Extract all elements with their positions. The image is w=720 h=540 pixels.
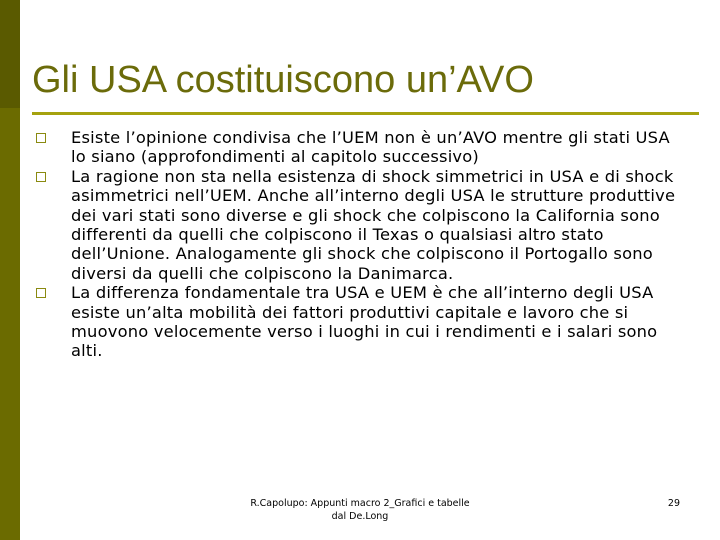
bullet-text-3: La differenza fondamentale tra USA e UEM è che all’interno degli USA esiste un’alta mobilità dei fattori produttivi capitale e lavoro che si muovono velocemente verso i luoghi in cui i rendimenti e i salari sono alti. bbox=[71, 283, 658, 361]
bullet-text-1: Esiste l’opinione condivisa che l’UEM non è un’AVO mentre gli stati USA lo siano (approfondimenti al capitolo successivo) bbox=[71, 128, 670, 167]
left-accent-bar-top bbox=[0, 0, 20, 108]
hollow-square-bullet-icon bbox=[36, 172, 46, 182]
hollow-square-bullet-icon bbox=[36, 288, 46, 298]
bullet-item-1 bbox=[34, 128, 684, 167]
bullet-list bbox=[34, 128, 684, 361]
title-underline-divider bbox=[32, 112, 699, 115]
footer-source-text: R.Capolupo: Appunti macro 2_Grafici e tabelle dal De.Long bbox=[250, 498, 470, 522]
hollow-square-bullet-icon bbox=[36, 133, 46, 143]
page-number: 29 bbox=[667, 498, 680, 509]
bullet-item-3 bbox=[34, 283, 684, 361]
bullet-item-2 bbox=[34, 167, 684, 283]
slide-title: Gli USA costituiscono un’AVO bbox=[32, 59, 534, 101]
bullet-text-2: La ragione non sta nella esistenza di shock simmetrici in USA e di shock asimmetrici nell’UEM. Anche all’interno degli USA le strutture produttive dei vari stati sono diverse e gli shock che colpiscono la California sono differenti da quelli che colpiscono il Texas o qualsiasi altro stato dell’Unione. Analogamente gli shock che colpiscono il Portogallo sono diversi da quelli che colpiscono la Danimarca. bbox=[71, 166, 676, 283]
